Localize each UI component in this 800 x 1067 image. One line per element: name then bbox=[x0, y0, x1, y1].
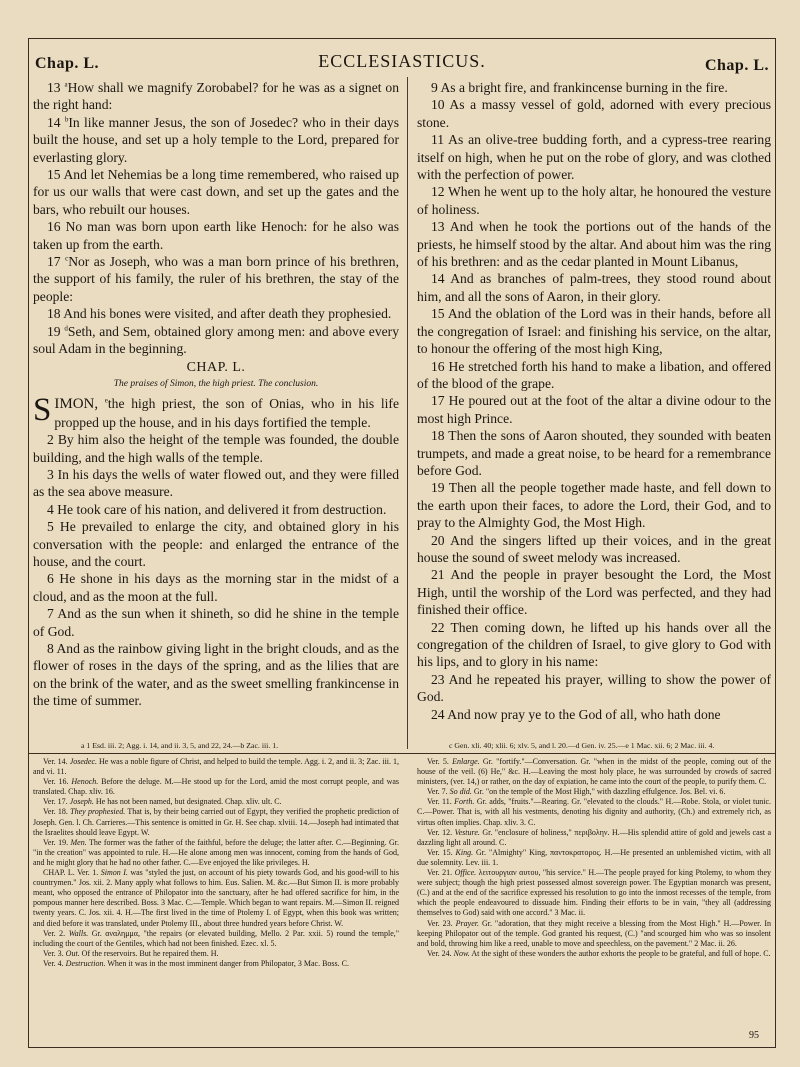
note-term: Now. bbox=[453, 948, 470, 958]
verse-text: And let Nehemias be a long time remembered, who raised up for us our walls that were cast down, and set up the gates and the bars, who rebuilt our houses. bbox=[33, 167, 399, 217]
verse bbox=[417, 706, 771, 723]
verse-text: Then the sons of Aaron shouted, they sounded with beaten trumpets, and made a great noise, to be heard for a remembrance before God. bbox=[417, 428, 771, 478]
verse-text: Then all the people together made haste, and fell down to the earth upon their faces, to adore the Lord, their God, and to pray to the Almighty God, the Most High. bbox=[417, 480, 771, 531]
note-term: Forth. bbox=[454, 797, 475, 807]
verse-number: 18 bbox=[47, 306, 61, 322]
verse bbox=[417, 218, 771, 270]
verse-number: 12 bbox=[431, 184, 445, 200]
commentary-note bbox=[33, 838, 399, 868]
verse-number: 9 bbox=[431, 80, 438, 95]
verse-text: And he repeated his prayer, willing to show the power of God. bbox=[417, 671, 771, 705]
verse bbox=[417, 619, 771, 671]
verse-number: 13 bbox=[431, 219, 445, 235]
verse bbox=[33, 323, 399, 358]
verse-number: 14 bbox=[431, 271, 445, 287]
verse-text: He prevailed to enlarge the city, and obtained glory in his conversation with the people: and enlarged the entrance of the house, and the court. bbox=[33, 519, 399, 569]
commentary-note bbox=[33, 757, 399, 777]
note-term: Men. bbox=[70, 837, 87, 847]
verse-text: And as the sun when it shineth, so did he shine in the temple of God. bbox=[33, 606, 399, 639]
verse bbox=[33, 640, 399, 710]
note-text: He has not been named, but designated. Chap. xliv. ult. C. bbox=[95, 797, 282, 807]
verse-number: 14 bbox=[47, 114, 61, 130]
note-term: Prayer. bbox=[455, 918, 479, 928]
note-verse-label: Ver. 17. bbox=[43, 797, 68, 807]
note-text: He was a noble figure of Christ, and helped to build the temple. Agg. i. 2, and ii. 3; Zac. iii. 1, and vi. 11. bbox=[33, 757, 399, 777]
verse bbox=[417, 479, 771, 531]
verse-list-right bbox=[417, 79, 771, 723]
cross-references-left: a 1 Esd. iii. 2; Agg. i. 14, and ii. 3, 5, and 22, 24.—b Zac. iii. 1. bbox=[81, 741, 279, 750]
verse-text: And the oblation of the Lord was in their hands, before all the congregation of Israel: and finishing his service, on the altar, to honour the offering of the most high King, bbox=[417, 306, 771, 357]
verse bbox=[417, 392, 771, 427]
commentary-note bbox=[417, 787, 771, 797]
verse-list-ch50 bbox=[33, 431, 399, 710]
note-term: So did. bbox=[449, 787, 472, 797]
left-text-column bbox=[33, 79, 399, 735]
verse-text: Nor as Joseph, who was a man born prince of his brethren, the support of his family, the ruler of his brethren, the stay of the people: bbox=[33, 254, 399, 304]
verse-text: And his bones were visited, and after death they prophesied. bbox=[63, 306, 392, 322]
verse-number: 18 bbox=[431, 428, 445, 444]
verse bbox=[33, 114, 399, 166]
note-text: Gr. "Almighty" King, παντοκρατορος. H.—He presented an unblemished victim, with all due solemnity. Lev. iii. 1. bbox=[417, 847, 771, 867]
verse bbox=[417, 532, 771, 567]
verse-text: In like manner Jesus, the son of Josedec? who in their days built the house, and set up a holy temple to the Lord, prepared for everlasting glory. bbox=[33, 114, 399, 165]
note-verse-label: Ver. 5. bbox=[427, 757, 449, 766]
verse-text: He poured out at the foot of the altar a divine odour to the most high Prince. bbox=[417, 393, 771, 426]
verse-list-ch49 bbox=[33, 79, 399, 358]
verse bbox=[417, 358, 771, 393]
verse-text: How shall we magnify Zorobabel? for he was as a signet on the right hand: bbox=[33, 80, 399, 113]
verse-1-text: the high priest, the son of Onias, who in his life propped up the house, and in his days fortified the temple. bbox=[54, 396, 399, 430]
verse-text: Then coming down, he lifted up his hands over all the congregation of the children of Israel, to give glory to God with his lips, and to glory in his name: bbox=[417, 619, 771, 670]
verse-text: And as branches of palm-trees, they stood round about him, and all the sons of Aaron, in their glory. bbox=[417, 271, 771, 304]
verse bbox=[417, 96, 771, 131]
running-header bbox=[29, 39, 775, 75]
verse bbox=[417, 79, 771, 96]
verse-text: He took care of his nation, and delivered it from destruction. bbox=[57, 501, 387, 517]
chapter-title: CHAP. L. bbox=[186, 359, 246, 375]
commentary-note bbox=[33, 868, 399, 929]
commentary-note bbox=[33, 929, 399, 949]
verse-text: And now pray ye to the God of all, who hath done bbox=[447, 706, 721, 722]
note-verse-label: Ver. 7. bbox=[427, 787, 448, 797]
note-term: Out. bbox=[65, 948, 80, 958]
verse bbox=[33, 466, 399, 501]
note-verse-label: CHAP. L. Ver. 1. bbox=[43, 868, 99, 878]
note-term: Simon I. bbox=[100, 868, 128, 878]
verse bbox=[33, 305, 399, 322]
note-verse-label: Ver. 3. bbox=[43, 948, 64, 958]
note-verse-label: Ver. 18. bbox=[43, 807, 68, 817]
note-verse-label: Ver. 21. bbox=[427, 868, 453, 878]
verse bbox=[417, 131, 771, 183]
note-verse-label: Ver. 14. bbox=[43, 757, 68, 766]
verse-number: 23 bbox=[431, 671, 445, 687]
verse bbox=[33, 431, 399, 466]
verse-number: 19 bbox=[47, 323, 61, 339]
verse-number: 4 bbox=[47, 501, 54, 517]
verse-text: In his days the wells of water flowed out, and they were filled as the sea above measure. bbox=[33, 466, 399, 500]
note-verse-label: Ver. 11. bbox=[427, 797, 452, 807]
verse bbox=[417, 566, 771, 618]
note-term: King. bbox=[455, 847, 474, 857]
verse bbox=[417, 671, 771, 706]
verse bbox=[33, 605, 399, 640]
book-title: ECCLESIASTICUS. bbox=[318, 51, 486, 71]
note-verse-label: Ver. 23. bbox=[427, 918, 453, 928]
commentary-note bbox=[33, 807, 399, 837]
verse-text: He stretched forth his hand to make a libation, and offered of the blood of the grape. bbox=[417, 358, 771, 391]
commentary-right bbox=[417, 757, 771, 959]
verse-number: 11 bbox=[431, 132, 445, 148]
note-verse-label: Ver. 15. bbox=[427, 847, 453, 857]
right-text-column bbox=[417, 79, 771, 735]
commentary-note bbox=[33, 959, 399, 969]
verse-text: And the people in prayer besought the Lord, the Most High, until the worship of the Lord was perfected, and they had finished their office. bbox=[417, 567, 771, 618]
verse-number: 7 bbox=[47, 606, 54, 622]
note-term: Office. bbox=[454, 868, 477, 878]
note-text: Gr. "fortify."—Conversation. Gr. "when in the midst of the people, coming out of the house of the veil. (6) He," &c. H.—Leaving the most holy place, he was surrounded by crowds of sacred ministers, (ver. 14,) or rather, on the day of expiation, he came into the court of the people, to purify them. C. bbox=[417, 757, 771, 787]
verse-number: 21 bbox=[431, 567, 445, 583]
verse bbox=[417, 270, 771, 305]
verse-number: 20 bbox=[431, 532, 445, 548]
note-verse-label: Ver. 24. bbox=[427, 948, 452, 958]
commentary-note bbox=[417, 828, 771, 848]
verse-number: 15 bbox=[47, 167, 61, 183]
note-verse-label: Ver. 12. bbox=[427, 827, 453, 837]
verse-text: As a bright fire, and frankincense burning in the fire. bbox=[440, 80, 728, 95]
note-term: Joseph. bbox=[69, 797, 94, 807]
note-verse-label: Ver. 19. bbox=[43, 837, 69, 847]
note-text: The former was the father of the faithful, before the deluge; the latter after. C.—Beginning. Gr. "in the creation" was appointed to rule. H.—He alone among men was innocent, coming from the hands of God, and he might glory that he had no other father. C.—Eve enjoyed the like privileges. H. bbox=[33, 837, 399, 867]
verse-number: 16 bbox=[431, 358, 445, 374]
verse bbox=[33, 570, 399, 605]
verse-number: 10 bbox=[431, 97, 445, 113]
ref-mark: c bbox=[65, 254, 69, 263]
note-text: Gr. adds, "fruits."—Rearing. Gr. "elevated to the clouds." H.—Robe. Stola, or violet tunic. C.—Power. That is, with all his vestments, denoting his dignity and authority, (Ch.) and extremely rich, as virtus often implies. Chap. xliv. 3. C. bbox=[417, 797, 771, 827]
commentary-note bbox=[417, 919, 771, 949]
note-term: They prophesied. bbox=[70, 807, 126, 817]
note-text: was "styled the just, on account of his piety towards God, and his good-will to his countrymen." Jos. xii. 2. Many apply what follows to him. Eus. Salien. M. &c.—But Simon II. is more probably meant, who opposed the entrance of Philopator into the sanctuary, after he had offered sacrifice for him, in the pompous manner here described. Boss. 3 Mac. C.—Temple. Which began to want repairs. M.—Simon II. reigned twenty years. C. Jos. xii. 4. H.—The first lived in the time of Ptolemy I. of Egypt, when this book was written; and died before it was translated, under Ptolemy III., about three hundred years before Christ. W. bbox=[33, 868, 399, 928]
verse-number: 6 bbox=[47, 571, 54, 587]
cross-references-right: c Gen. xli. 40; xlii. 6; xlv. 5, and l. 20.—d Gen. iv. 25.—e 1 Mac. xii. 6; 2 Mac. iii. 4. bbox=[449, 741, 715, 750]
note-term: Walls. bbox=[68, 928, 89, 938]
verse-number: 5 bbox=[47, 519, 54, 535]
ref-mark: a bbox=[64, 80, 68, 89]
verse-text: When he went up to the holy altar, he honoured the vesture of holiness. bbox=[417, 184, 771, 217]
commentary-note bbox=[33, 949, 399, 959]
note-text: Gr. "adoration, that they might receive a blessing from the Most High." H.—Power. In keeping Philopator out of the temple. God granted his request, (C.) "and scourged him who was so insolent and bold, throwing him like a reed, unable to move and speechless, on the pavement." 2 Mac. ii. 26. bbox=[417, 918, 771, 948]
note-text: Before the deluge. M.—He stood up for the Lord, amid the most corrupt people, and was translated. Chap. xliv. 16. bbox=[33, 777, 399, 797]
verse-text: And as the rainbow giving light in the bright clouds, and as the flower of roses in the days of the spring, and as the lilies that are on the brink of the water, and as the sweet smelling frankincense in the time of summer. bbox=[33, 641, 399, 709]
commentary-note bbox=[33, 777, 399, 797]
verse-text: And the singers lifted up their voices, and in the great house the sound of sweet melody was increased. bbox=[417, 532, 771, 565]
page-frame bbox=[28, 38, 776, 1048]
verse-text: As a massy vessel of gold, adorned with every precious stone. bbox=[417, 97, 771, 130]
chapter-summary: The praises of Simon, the high priest. The conclusion. bbox=[113, 378, 319, 389]
header-chapter-right: Chap. L. bbox=[704, 57, 769, 74]
verse bbox=[33, 166, 399, 218]
commentary-note bbox=[417, 949, 771, 959]
verse-text: By him also the height of the temple was founded, the double building, and the high walls of the temple. bbox=[33, 432, 399, 465]
commentary-note bbox=[417, 757, 771, 787]
verse bbox=[417, 183, 771, 218]
note-text: Gr. "on the temple of the Most High," with dazzling effulgence. Jos. Bel. vi. 6. bbox=[473, 787, 726, 797]
verse-text: And when he took the portions out of the hands of the priests, he himself stood by the altar. And about him was the ring of his brethren: and as the cedar planted in Mount Libanus, bbox=[417, 219, 771, 270]
verse bbox=[417, 427, 771, 479]
note-verse-label: Ver. 16. bbox=[43, 777, 69, 787]
note-text: At the sight of these wonders the author exhorts the people to be grateful, and full of hope. C. bbox=[471, 948, 771, 958]
verse-1-caps: IMON, bbox=[54, 396, 99, 413]
verse bbox=[33, 79, 399, 114]
verse-number: 15 bbox=[431, 306, 445, 322]
note-text: λειτουργιαν αυτου, "his service." H.—The people prayed for king Ptolemy, to whom they were subject; though the high priest possessed almost sovereign power. The Egyptian monarch was present, (C.) and at the end of the sacrifice expressed his resolution to go into the inmost recesses of the temple, from which the people endeavoured to dissuade him. Finding their efforts to be in vain, "they all (addressing themselves to God) said with one accord." 3 Mac. ii. bbox=[417, 868, 771, 918]
commentary-note bbox=[417, 797, 771, 827]
note-term: Enlarge. bbox=[452, 757, 480, 766]
note-term: Henoch. bbox=[71, 777, 99, 787]
verse-number: 2 bbox=[47, 432, 54, 448]
column-divider bbox=[407, 77, 408, 749]
note-verse-label: Ver. 2. bbox=[43, 928, 66, 938]
commentary-note bbox=[417, 848, 771, 868]
note-term: Vesture. bbox=[454, 827, 480, 837]
note-term: Josedec. bbox=[69, 757, 98, 766]
ref-mark: b bbox=[64, 115, 69, 124]
commentary-note bbox=[417, 868, 771, 918]
verse bbox=[417, 305, 771, 357]
ref-mark: d bbox=[64, 324, 68, 333]
verse bbox=[33, 501, 399, 518]
verse-text: No man was born upon earth like Henoch: for he also was taken up from the earth. bbox=[33, 219, 399, 252]
commentary-left bbox=[33, 757, 399, 969]
note-verse-label: Ver. 4. bbox=[43, 958, 64, 968]
verse-number: 17 bbox=[431, 393, 445, 409]
verse-number: 24 bbox=[431, 706, 445, 722]
verse-number: 3 bbox=[47, 466, 54, 482]
note-text: Of the reservoirs. But he repaired them. H. bbox=[81, 948, 219, 958]
verse-1-ref-mark: e bbox=[104, 396, 108, 405]
verse bbox=[33, 518, 399, 570]
verse-number: 13 bbox=[47, 80, 61, 95]
note-text: When it was in the most imminent danger from Philopator, 3 Mac. Boss. C. bbox=[107, 958, 349, 968]
verse-text: Seth, and Sem, obtained glory among men: and above every soul Adam in the beginning. bbox=[33, 323, 399, 357]
verse-number: 17 bbox=[47, 254, 61, 270]
verse bbox=[33, 253, 399, 305]
verse-number: 22 bbox=[431, 619, 445, 635]
footnote-rule bbox=[29, 753, 775, 754]
header-chapter-left: Chap. L. bbox=[35, 55, 100, 72]
verse-text: As an olive-tree budding forth, and a cypress-tree rearing itself on high, when he put on the robe of glory, and was clothed with the perfection of power. bbox=[417, 132, 771, 183]
note-text: That is, by their being carried out of Egypt, they verified the prophetic prediction of Joseph. Gen. l. Ch. Carrieres.—This sentence is omitted in Gr. H. See chap. xlviii. 14.—Joseph had intimated that the Israelites should leave Egypt. W. bbox=[33, 807, 399, 837]
verse-number: 19 bbox=[431, 480, 445, 496]
verse-text: He shone in his days as the morning star in the midst of a cloud, and as the moon at the full. bbox=[33, 571, 399, 604]
note-term: Destruction. bbox=[65, 958, 106, 968]
page-number: 95 bbox=[749, 1030, 759, 1041]
verse bbox=[33, 218, 399, 253]
verse-number: 16 bbox=[47, 219, 61, 235]
verse-1 bbox=[33, 392, 399, 431]
drop-cap: S bbox=[33, 392, 52, 429]
note-text: Gr. αναλημμα, "the repairs (or elevated building, Mello. 2 Par. xxii. 5) round the temple," including the court of the Gentiles, which had not been finished. Ezec. xl. 5. bbox=[33, 928, 399, 948]
commentary-note bbox=[33, 797, 399, 807]
verse-number: 8 bbox=[47, 641, 54, 656]
note-text: Gr. "enclosure of holiness," περιβολην. H.—His splendid attire of gold and jewels cast a dazzling light all around. C. bbox=[417, 827, 771, 847]
